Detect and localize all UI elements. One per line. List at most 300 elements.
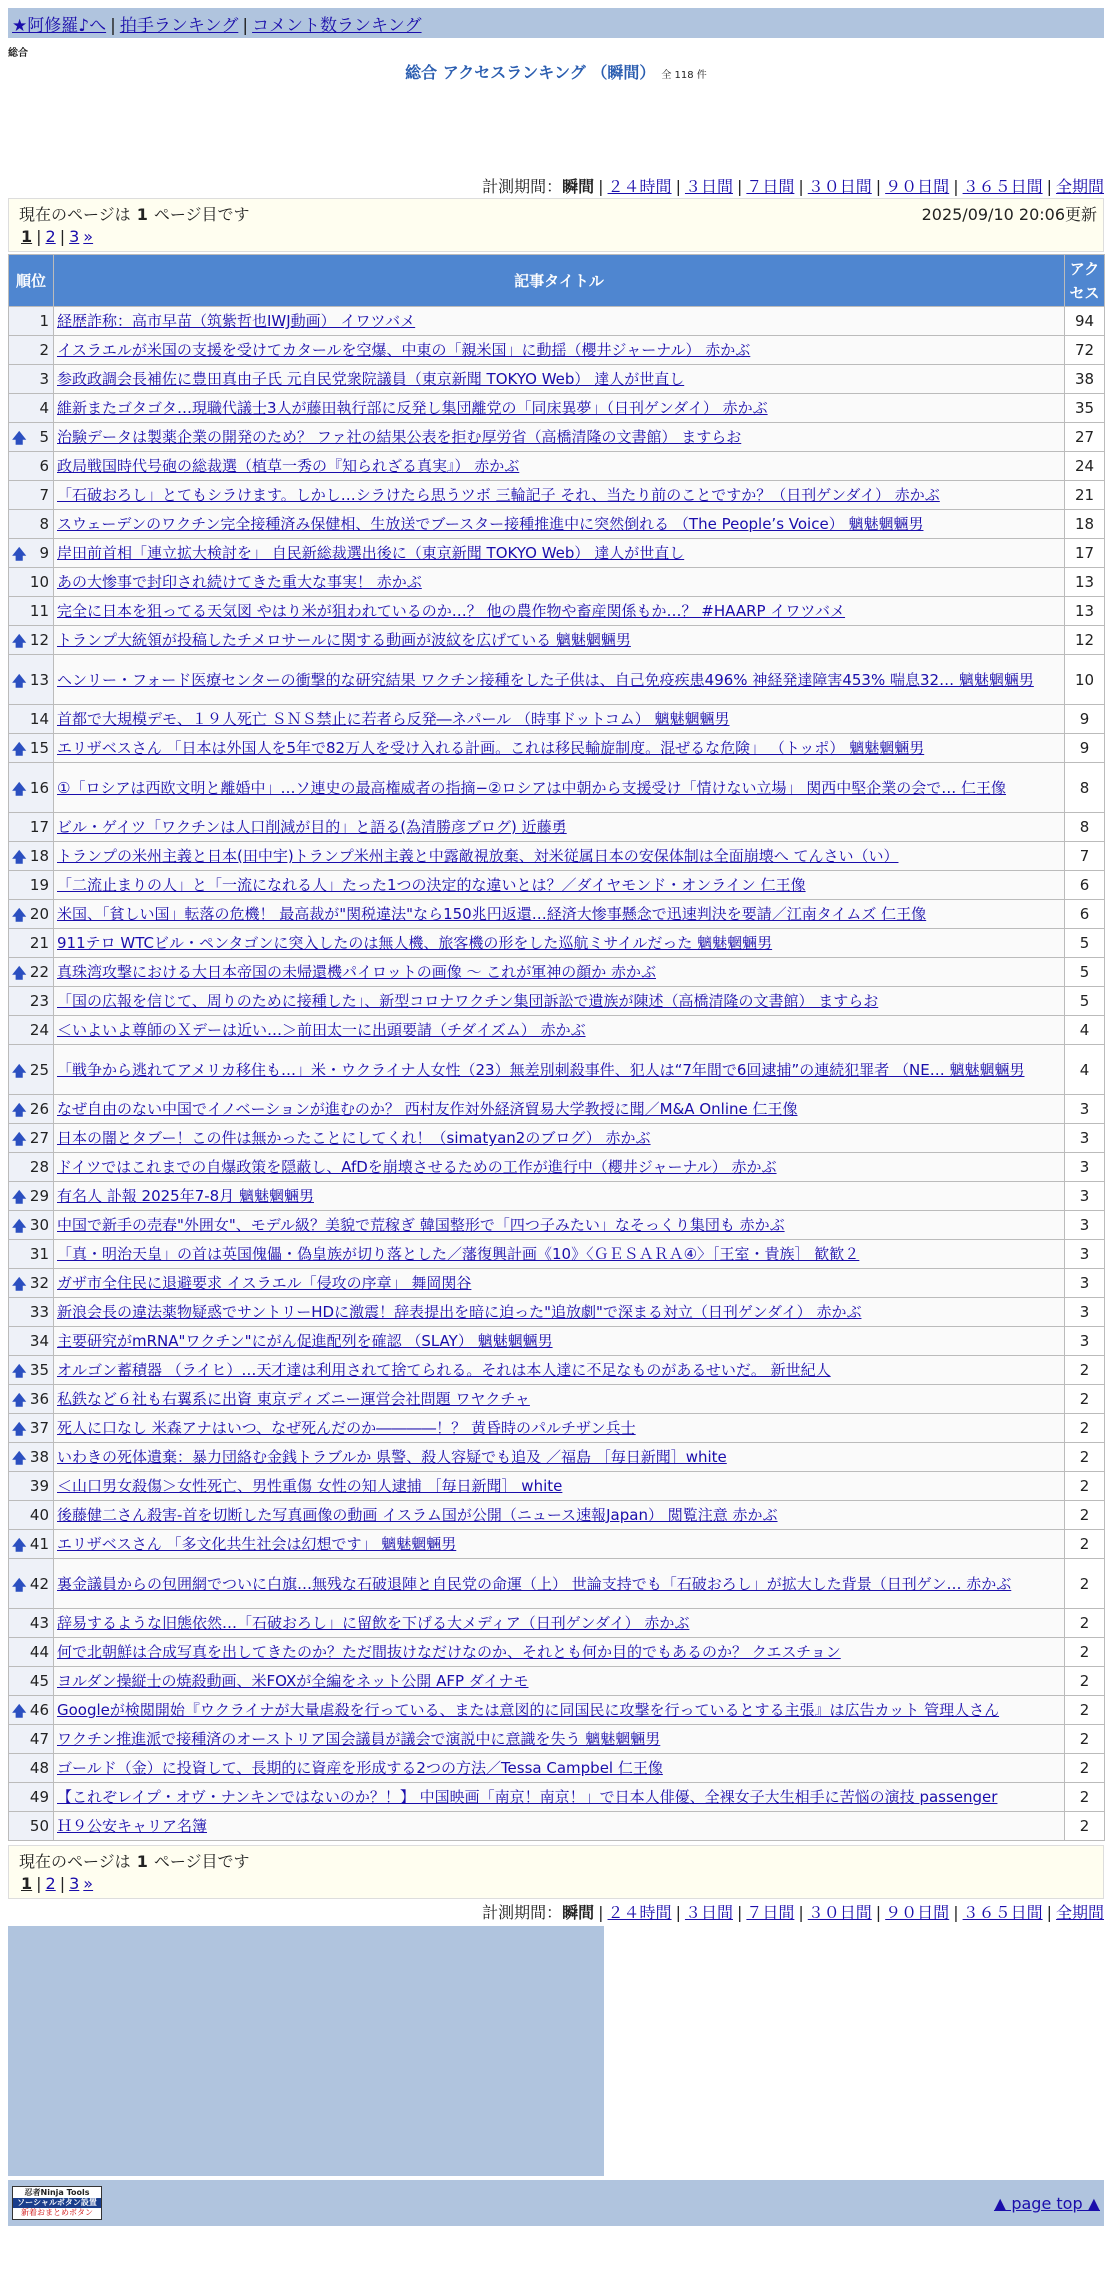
header-title: 記事タイトル <box>54 255 1065 307</box>
access-count: 3 <box>1065 1182 1105 1211</box>
table-row <box>9 763 1105 813</box>
rank-number: 23 <box>29 992 49 1010</box>
article-link[interactable]: 「戦争から逃れてアメリカ移住も…」米・ウクライナ人女性（23）無差別刺殺事件、犯人は“7年間で6回逮捕”の連続犯罪者 （NE… 魑魅魍魎男 <box>57 1060 1025 1079</box>
article-link[interactable]: 「真・明治天皇」の首は英国傀儡・偽皇族が切り落とした／藩復興計画《10》〈ＧＥＳＡＲＡ④〉［王室・貴族］ 歓歓２ <box>57 1245 860 1263</box>
rank-number: 21 <box>29 934 49 952</box>
rank-cell <box>9 510 54 539</box>
pagination-page[interactable]: 2 <box>45 227 56 246</box>
access-count: 6 <box>1065 900 1105 929</box>
pagination-separator: | <box>36 1874 42 1893</box>
access-count: 2 <box>1065 1501 1105 1530</box>
period-separator: | <box>875 1903 882 1922</box>
title-cell <box>54 655 1065 705</box>
table-row <box>9 1559 1105 1609</box>
period-separator: | <box>875 177 882 196</box>
pagination-separator: | <box>36 227 42 246</box>
title-cell <box>54 307 1065 336</box>
header-count: アクセス <box>1065 255 1105 307</box>
access-count: 2 <box>1065 1559 1105 1609</box>
rank-number: 49 <box>29 1788 49 1806</box>
table-row <box>9 1269 1105 1298</box>
title-cell <box>54 1016 1065 1045</box>
title-cell <box>54 1667 1065 1696</box>
table-row <box>9 958 1105 987</box>
title-cell <box>54 1783 1065 1812</box>
rank-number: 19 <box>29 876 49 894</box>
period-link[interactable]: ２４時間 <box>607 177 672 196</box>
rank-number: 30 <box>29 1216 49 1234</box>
page-top-link[interactable]: ▲ page top ▲ <box>993 2194 1100 2213</box>
ninja-badge-line2: ソーシャルボタン設置 <box>13 2198 101 2208</box>
rank-up-arrow-icon: 🡅 <box>12 742 27 758</box>
rank-cell <box>9 813 54 842</box>
access-count: 2 <box>1065 1356 1105 1385</box>
rank-cell <box>9 365 54 394</box>
access-count: 4 <box>1065 1045 1105 1095</box>
article-link[interactable]: 「国の広報を信じて、周りのために接種した」、新型コロナワクチン集団訴訟で遺族が陳述（高橋清隆の文書館） ますらお <box>57 992 879 1010</box>
page-status-current: 1 <box>136 205 148 224</box>
article-link[interactable]: ビル・ゲイツ「ワクチンは人口削減が目的」と語る(為清勝彦ブログ) 近藤勇 <box>57 818 567 836</box>
rank-number: 15 <box>29 739 49 757</box>
period-link[interactable]: ９０日間 <box>885 1903 950 1922</box>
rank-up-arrow-icon: 🡅 <box>12 1393 27 1409</box>
period-link[interactable]: ３６５日間 <box>962 1903 1043 1922</box>
rank-cell <box>9 1356 54 1385</box>
table-row <box>9 1211 1105 1240</box>
ninja-badge-line3: 新着おまとめボタン <box>21 2208 93 2217</box>
rank-cell <box>9 705 54 734</box>
ranking-title <box>0 60 1112 83</box>
period-link[interactable]: ３６５日間 <box>962 177 1043 196</box>
rank-cell <box>9 394 54 423</box>
rank-cell <box>9 1385 54 1414</box>
title-cell <box>54 1696 1065 1725</box>
period-separator: | <box>953 177 959 196</box>
rank-cell <box>9 1211 54 1240</box>
title-cell <box>54 365 1065 394</box>
article-link[interactable]: ヨルダン操縦士の焼殺動画、米FOXが全編をネット公開 AFP ダイナモ <box>57 1672 529 1690</box>
article-link[interactable]: なぜ自由のない中国でイノベーションが進むのか？ 西村友作対外経済貿易大学教授に聞／M&A Online 仁王像 <box>57 1100 798 1118</box>
access-count: 3 <box>1065 1269 1105 1298</box>
article-link[interactable]: エリザベスさん 「日本は外国人を5年で82万人を受け入れる計画。これは移民輸旋制度。混ぜるな危険」 （トッポ） 魑魅魍魎男 <box>57 739 925 757</box>
title-cell <box>54 1153 1065 1182</box>
rank-up-arrow-icon: 🡅 <box>12 966 27 982</box>
updated-time: 2025/09/10 20:06更新 <box>921 205 1097 224</box>
rank-up-arrow-icon: 🡅 <box>12 1190 27 1206</box>
pagination-page[interactable]: 3 <box>69 227 80 246</box>
access-count: 3 <box>1065 1240 1105 1269</box>
article-link[interactable]: エリザベスさん 「多文化共生社会は幻想です」 魑魅魍魎男 <box>57 1535 457 1553</box>
article-link[interactable]: イスラエルが米国の支援を受けてカタールを空爆、中東の「親米国」に動揺（櫻井ジャーナル） 赤かぶ <box>57 341 751 359</box>
table-row <box>9 539 1105 568</box>
title-cell <box>54 1356 1065 1385</box>
article-link[interactable]: 後藤健二さん殺害-首を切断した写真画像の動画 イスラム国が公開（ニュース速報Japan） 閲覧注意 赤かぶ <box>57 1506 778 1524</box>
title-cell <box>54 1754 1065 1783</box>
article-link[interactable]: 「二流止まりの人」と「一流になれる人」たった1つの決定的な違いとは？／ダイヤモンド・オンライン 仁王像 <box>57 876 806 894</box>
article-link[interactable]: ワクチン推進派で接種済のオーストリア国会議員が議会で演説中に意識を失う 魑魅魍魎男 <box>57 1730 661 1748</box>
table-row <box>9 1095 1105 1124</box>
period-link[interactable]: ２４時間 <box>607 1903 672 1922</box>
rank-number: 18 <box>29 847 49 865</box>
title-cell <box>54 539 1065 568</box>
article-link[interactable]: 維新またゴタゴタ…現職代議士3人が藤田執行部に反発し集団離党の「同床異夢」（日刊ゲンダイ） 赤かぶ <box>57 399 768 417</box>
rank-number: 14 <box>29 710 49 728</box>
table-row <box>9 1725 1105 1754</box>
rank-up-arrow-icon: 🡅 <box>12 1063 27 1080</box>
article-link[interactable]: あの大惨事で封印され続けてきた重大な事実！ 赤かぶ <box>57 573 422 591</box>
title-cell <box>54 1472 1065 1501</box>
article-link[interactable]: 辞易するような旧態依然…「石破おろし」に留飲を下げる大メディア（日刊ゲンダイ） 赤かぶ <box>57 1614 690 1632</box>
access-count: 2 <box>1065 1530 1105 1559</box>
table-row <box>9 1298 1105 1327</box>
nav-link-comment-ranking[interactable]: コメント数ランキング <box>252 16 422 36</box>
page-status-pre: 現在のページは <box>19 1852 131 1871</box>
rank-number: 50 <box>29 1817 49 1835</box>
table-row <box>9 1045 1105 1095</box>
title-cell <box>54 1045 1065 1095</box>
access-count: 5 <box>1065 929 1105 958</box>
period-separator: | <box>798 177 804 196</box>
rank-number: 6 <box>39 457 49 475</box>
title-cell <box>54 1385 1065 1414</box>
rank-cell <box>9 1667 54 1696</box>
footer <box>8 2180 1104 2226</box>
table-row <box>9 1530 1105 1559</box>
rank-cell <box>9 1298 54 1327</box>
article-link[interactable]: ①「ロシアは西欧文明と離婚中」…ソ連史の最高権威者の指摘−②ロシアは中朝から支援受け「情けない立場」 関西中堅企業の会で… 仁王像 <box>57 778 1007 797</box>
article-link[interactable]: スウェーデンのワクチン完全接種済み保健相、生放送でブースター接種推進中に突然倒れる （The People’s Voice） 魑魅魍魎男 <box>57 515 924 533</box>
header-rank: 順位 <box>9 255 54 307</box>
rank-number: 46 <box>29 1701 49 1719</box>
title-cell <box>54 1725 1065 1754</box>
access-count: 5 <box>1065 987 1105 1016</box>
access-count: 2 <box>1065 1696 1105 1725</box>
rank-up-arrow-icon: 🡅 <box>12 1422 27 1438</box>
rank-up-arrow-icon: 🡅 <box>12 1577 27 1594</box>
article-link[interactable]: Ｈ９公安キャリア名簿 <box>57 1817 208 1835</box>
period-current: 瞬間 <box>562 1903 595 1922</box>
period-separator: | <box>1046 1903 1052 1922</box>
rank-cell <box>9 1045 54 1095</box>
table-row <box>9 1696 1105 1725</box>
rank-number: 4 <box>39 399 49 417</box>
rank-cell <box>9 734 54 763</box>
article-link[interactable]: 治験データは製薬企業の開発のため？ ファ社の結果公表を拒む厚労省（高橋清隆の文書館） ますらお <box>57 428 742 446</box>
rank-up-arrow-icon: 🡅 <box>12 431 27 447</box>
period-current: 瞬間 <box>562 177 595 196</box>
access-count: 27 <box>1065 423 1105 452</box>
rank-cell <box>9 539 54 568</box>
rank-cell <box>9 655 54 705</box>
rank-number: 11 <box>29 602 49 620</box>
rank-cell <box>9 1638 54 1667</box>
ninja-tools-badge[interactable] <box>12 2186 102 2220</box>
article-link[interactable]: Googleが検閲開始『ウクライナが大量虐殺を行っている、または意図的に同国民に攻撃を行っているとする主張』は広告カット 管理人さん <box>57 1701 1000 1719</box>
title-cell <box>54 1638 1065 1667</box>
period-selector-top <box>482 174 1104 197</box>
rank-up-arrow-icon: 🡅 <box>12 1219 27 1235</box>
rank-cell <box>9 1153 54 1182</box>
title-cell <box>54 1559 1065 1609</box>
table-row <box>9 655 1105 705</box>
table-row <box>9 842 1105 871</box>
rank-number: 12 <box>29 631 49 649</box>
access-count: 18 <box>1065 510 1105 539</box>
title-cell <box>54 1269 1065 1298</box>
table-row <box>9 1754 1105 1783</box>
rank-up-arrow-icon: 🡅 <box>12 850 27 866</box>
article-link[interactable]: 経歴詐称：高市早苗（筑紫哲也IWJ動画） イワツバメ <box>57 312 416 330</box>
period-link[interactable]: ３日間 <box>684 1903 733 1922</box>
article-link[interactable]: 中国で新手の売春"外囲女"、モデル級？美貌で荒稼ぎ 韓国整形で「四つ子みたい」なそっくり集団も 赤かぶ <box>57 1216 785 1234</box>
pagination-current-label: 1 <box>21 227 33 246</box>
article-link[interactable]: ＜山口男女殺傷＞女性死亡、男性重傷 女性の知人逮捕 ［毎日新聞］ white <box>57 1477 563 1495</box>
article-link[interactable]: 参政政調会長補佐に豊田真由子氏 元自民党衆院議員（東京新聞 TOKYO Web） 達人が世直し <box>57 370 685 388</box>
table-row <box>9 1783 1105 1812</box>
rank-cell <box>9 336 54 365</box>
table-row <box>9 1414 1105 1443</box>
access-count: 7 <box>1065 842 1105 871</box>
page-status-post: ページ目です <box>153 1852 250 1871</box>
rank-up-arrow-icon: 🡅 <box>12 634 27 650</box>
article-link[interactable]: 完全に日本を狙ってる天気図 やはり米が狙われているのか…？ 他の農作物や畜産関係もか…？ #HAARP イワツバメ <box>57 602 846 620</box>
rank-number: 40 <box>29 1506 49 1524</box>
title-cell <box>54 568 1065 597</box>
period-link[interactable]: ９０日間 <box>885 177 950 196</box>
rank-cell <box>9 597 54 626</box>
rank-cell <box>9 423 54 452</box>
nav-link-clap-ranking[interactable]: 拍手ランキング <box>119 16 239 36</box>
title-cell <box>54 1530 1065 1559</box>
table-row <box>9 1443 1105 1472</box>
table-row <box>9 597 1105 626</box>
rank-cell <box>9 1016 54 1045</box>
ad-placeholder <box>8 1926 604 2176</box>
table-row <box>9 626 1105 655</box>
article-link[interactable]: オルゴン蓄積器 （ライヒ）…天才達は利用されて捨てられる。それは本人達に不足なものがあるせいだ。 新世紀人 <box>57 1361 831 1379</box>
access-count: 8 <box>1065 763 1105 813</box>
rank-number: 41 <box>29 1535 49 1553</box>
ranking-title-text: 総合 アクセスランキング （瞬間） <box>405 63 656 82</box>
title-cell <box>54 1414 1065 1443</box>
title-cell <box>54 597 1065 626</box>
rank-cell <box>9 1609 54 1638</box>
access-count: 2 <box>1065 1472 1105 1501</box>
article-link[interactable]: 主要研究がmRNA"ワクチン"にがん促進配列を確認 （SLAY） 魑魅魍魎男 <box>57 1332 553 1350</box>
rank-cell <box>9 1095 54 1124</box>
table-row <box>9 394 1105 423</box>
rank-cell <box>9 1812 54 1841</box>
pagination-next[interactable]: » <box>83 1874 94 1893</box>
rank-up-arrow-icon: 🡅 <box>12 1277 27 1293</box>
rank-number: 44 <box>29 1643 49 1661</box>
table-row <box>9 1016 1105 1045</box>
article-link[interactable]: いわきの死体遺棄：暴力団絡む金銭トラブルか 県警、殺人容疑でも追及 ／福島 ［毎日新聞］white <box>57 1448 727 1466</box>
rank-number: 8 <box>39 515 49 533</box>
title-cell <box>54 1443 1065 1472</box>
access-count: 35 <box>1065 394 1105 423</box>
article-link[interactable]: 911テロ WTCビル・ペンタゴンに突入したのは無人機、旅客機の形をした巡航ミサイルだった 魑魅魍魎男 <box>57 934 773 952</box>
title-cell <box>54 1812 1065 1841</box>
table-row <box>9 1667 1105 1696</box>
article-link[interactable]: 米国、「貧しい国」転落の危機！ 最高裁が"関税違法"なら150兆円返還…経済大惨事懸念で迅速判決を要請／江南タイムズ 仁王像 <box>57 905 927 923</box>
table-row <box>9 307 1105 336</box>
title-cell <box>54 394 1065 423</box>
table-row <box>9 1356 1105 1385</box>
page-info-top <box>8 198 1104 252</box>
access-count: 5 <box>1065 958 1105 987</box>
rank-number: 13 <box>29 670 49 689</box>
table-row <box>9 481 1105 510</box>
period-link[interactable]: 全期間 <box>1055 177 1104 196</box>
rank-cell <box>9 1559 54 1609</box>
pagination-next[interactable]: » <box>83 227 94 246</box>
rank-cell <box>9 1240 54 1269</box>
article-link[interactable]: 日本の闇とタブー！この件は無かったことにしてくれ！（simatyan2のブログ） 赤かぶ <box>57 1129 651 1147</box>
table-row <box>9 1501 1105 1530</box>
article-link[interactable]: トランプの米州主義と日本(田中宇)トランプ米州主義と中露敵視放棄、対米従属日本の安保体制は全面崩壊へ てんさい（い） <box>57 847 899 865</box>
access-count: 2 <box>1065 1385 1105 1414</box>
period-link[interactable]: ３０日間 <box>807 177 872 196</box>
rank-cell <box>9 929 54 958</box>
period-link[interactable]: ７日間 <box>746 177 795 196</box>
rank-number: 24 <box>29 1021 49 1039</box>
page-status-pre: 現在のページは <box>19 205 131 224</box>
access-count: 24 <box>1065 452 1105 481</box>
table-row <box>9 510 1105 539</box>
article-link[interactable]: 裏金議員からの包囲網でついに白旗…無残な石破退陣と自民党の命運（上） 世論支持でも「石破おろし」が拡大した背景（日刊ゲン… 赤かぶ <box>57 1574 1012 1593</box>
article-link[interactable]: 政局戦国時代号砲の総裁選（植草一秀の『知られざる真実』） 赤かぶ <box>57 457 520 475</box>
access-count: 4 <box>1065 1016 1105 1045</box>
article-link[interactable]: 新浪会長の違法薬物疑惑でサントリーHDに激震！辞表提出を暗に迫った"追放劇"で深まる対立（日刊ゲンダイ） 赤かぶ <box>57 1303 862 1321</box>
rank-number: 10 <box>29 573 49 591</box>
rank-cell <box>9 763 54 813</box>
rank-up-arrow-icon: 🡅 <box>12 1704 27 1720</box>
rank-number: 32 <box>29 1274 49 1292</box>
period-separator: | <box>598 177 604 196</box>
article-link[interactable]: 岸田前首相「連立拡大検討を」 自民新総裁選出後に（東京新聞 TOKYO Web） 達人が世直し <box>57 544 685 562</box>
access-count: 3 <box>1065 1327 1105 1356</box>
rank-up-arrow-icon: 🡅 <box>12 781 27 798</box>
rank-cell <box>9 1182 54 1211</box>
rank-number: 17 <box>29 818 49 836</box>
article-link[interactable]: 有名人 訃報 2025年7-8月 魑魅魍魎男 <box>57 1187 314 1205</box>
nav-link-asyura[interactable]: ★阿修羅♪へ <box>12 16 107 36</box>
rank-up-arrow-icon: 🡅 <box>12 1103 27 1119</box>
title-cell <box>54 1124 1065 1153</box>
period-label: 計測期間： <box>482 1903 563 1922</box>
article-link[interactable]: 【これぞレイプ・オヴ・ナンキンではないのか？！】 中国映画「南京！南京！」で日本人俳優、全裸女子大生相手に苦悩の演技 passenger <box>57 1788 998 1806</box>
table-row <box>9 813 1105 842</box>
page-info-bottom <box>8 1845 1104 1899</box>
article-link[interactable]: 「石破おろし」とてもシラけます。しかし…シラけたら思うツボ 三輪記子 それ、当たり前のことですか？（日刊ゲンダイ） 赤かぶ <box>57 486 940 504</box>
article-link[interactable]: 首都で大規模デモ、１９人死亡 ＳＮＳ禁止に若者ら反発―ネパール （時事ドットコム） 魑魅魍魎男 <box>57 710 730 728</box>
title-cell <box>54 452 1065 481</box>
access-count: 2 <box>1065 1638 1105 1667</box>
table-row <box>9 871 1105 900</box>
title-cell <box>54 1182 1065 1211</box>
rank-up-arrow-icon: 🡅 <box>12 908 27 924</box>
access-count: 3 <box>1065 1153 1105 1182</box>
period-link[interactable]: ３０日間 <box>807 1903 872 1922</box>
pagination-page[interactable]: 2 <box>45 1874 56 1893</box>
table-row <box>9 1609 1105 1638</box>
rank-cell <box>9 1725 54 1754</box>
period-link[interactable]: ７日間 <box>746 1903 795 1922</box>
access-count: 2 <box>1065 1725 1105 1754</box>
rank-cell <box>9 1530 54 1559</box>
rank-cell <box>9 452 54 481</box>
article-link[interactable]: ＜いよいよ尊師のＸデーは近い…＞前田太一に出頭要請（チダイズム） 赤かぶ <box>57 1021 586 1039</box>
rank-number: 20 <box>29 905 49 923</box>
rank-cell <box>9 1124 54 1153</box>
article-link[interactable]: 何で北朝鮮は合成写真を出してきたのか？ただ間抜けなだけなのか、それとも何か目的でもあるのか？ クエスチョン <box>57 1643 841 1661</box>
rank-number: 28 <box>29 1158 49 1176</box>
rank-cell <box>9 1414 54 1443</box>
rank-number: 37 <box>29 1419 49 1437</box>
access-count: 2 <box>1065 1812 1105 1841</box>
title-cell <box>54 1501 1065 1530</box>
page-status-current: 1 <box>136 1852 148 1871</box>
rank-cell <box>9 626 54 655</box>
rank-cell <box>9 481 54 510</box>
rank-cell <box>9 1783 54 1812</box>
ranking-table <box>8 254 1105 1841</box>
title-cell <box>54 813 1065 842</box>
rank-cell <box>9 1501 54 1530</box>
access-count: 3 <box>1065 1211 1105 1240</box>
article-link[interactable]: 死人に口なし 米森アナはいつ、なぜ死んだのか――――！？ 黄昏時のパルチザン兵士 <box>57 1419 636 1437</box>
table-row <box>9 1472 1105 1501</box>
article-link[interactable]: ゴールド（金）に投資して、長期的に資産を形成する2つの方法／Tessa Campbel 仁王像 <box>57 1759 663 1777</box>
article-link[interactable]: 真珠湾攻撃における大日本帝国の未帰還機パイロットの画像 〜 これが軍神の顔か 赤かぶ <box>57 963 657 981</box>
access-count: 2 <box>1065 1443 1105 1472</box>
access-count: 9 <box>1065 705 1105 734</box>
rank-cell <box>9 1327 54 1356</box>
table-row <box>9 1812 1105 1841</box>
rank-number: 9 <box>39 544 49 562</box>
period-link[interactable]: ３日間 <box>684 177 733 196</box>
title-cell <box>54 336 1065 365</box>
title-cell <box>54 1298 1065 1327</box>
rank-cell <box>9 900 54 929</box>
period-separator: | <box>798 1903 804 1922</box>
access-count: 13 <box>1065 568 1105 597</box>
rank-cell <box>9 1696 54 1725</box>
table-row <box>9 929 1105 958</box>
period-link[interactable]: 全期間 <box>1055 1903 1104 1922</box>
period-selector-bottom <box>482 1900 1104 1923</box>
table-row <box>9 1124 1105 1153</box>
article-link[interactable]: トランプ大統領が投稿したチメロサールに関する動画が波紋を広げている 魑魅魍魎男 <box>57 631 631 649</box>
section-label: 総合 <box>8 48 28 59</box>
access-count: 2 <box>1065 1609 1105 1638</box>
access-count: 12 <box>1065 626 1105 655</box>
pagination-page[interactable]: 3 <box>69 1874 80 1893</box>
article-link[interactable]: ガザ市全住民に退避要求 イスラエル「侵攻の序章」 舞岡関谷 <box>57 1274 472 1292</box>
title-cell <box>54 1327 1065 1356</box>
article-link[interactable]: ヘンリー・フォード医療センターの衝撃的な研究結果 ワクチン接種をした子供は、自己免疫疾患496% 神経発達障害453% 喘息32… 魑魅魍魎男 <box>57 670 1034 689</box>
rank-number: 33 <box>29 1303 49 1321</box>
total-count: 全 118 件 <box>661 70 707 81</box>
article-link[interactable]: ドイツではこれまでの自爆政策を隠蔽し、AfDを崩壊させるための工作が進行中（櫻井ジャーナル） 赤かぶ <box>57 1158 777 1176</box>
rank-up-arrow-icon: 🡅 <box>12 1364 27 1380</box>
rank-cell <box>9 958 54 987</box>
access-count: 2 <box>1065 1783 1105 1812</box>
period-separator: | <box>598 1903 604 1922</box>
article-link[interactable]: 私鉄など６社も右翼系に出資 東京ディズニー運営会社問題 ワヤクチャ <box>57 1390 530 1408</box>
rank-number: 39 <box>29 1477 49 1495</box>
